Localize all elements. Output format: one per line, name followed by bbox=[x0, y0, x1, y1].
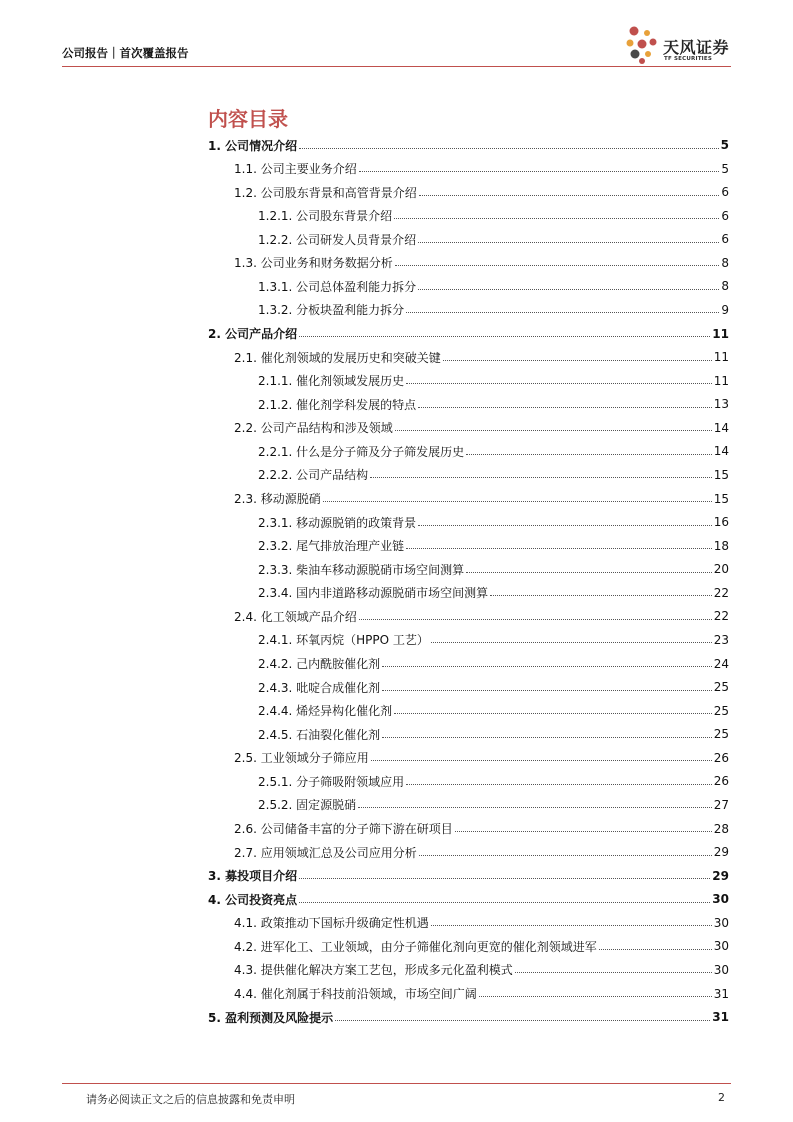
toc-entry-page: 5 bbox=[721, 161, 729, 176]
toc-entry[interactable] bbox=[258, 465, 729, 485]
toc-entry-label: 2.1. 催化剂领域的发展历史和突破关键 bbox=[234, 350, 441, 365]
header-divider bbox=[62, 66, 731, 67]
toc-entry[interactable] bbox=[258, 394, 729, 414]
toc-entry[interactable] bbox=[234, 984, 729, 1004]
toc-entry-page: 26 bbox=[713, 774, 729, 789]
toc-entry-label: 4.4. 催化剂属于科技前沿领域，市场空间广阔 bbox=[234, 987, 477, 1002]
toc-leader-dots bbox=[382, 737, 712, 738]
toc-entry-page: 26 bbox=[713, 750, 729, 765]
flower-logo-icon bbox=[622, 24, 662, 66]
toc-leader-dots bbox=[358, 807, 712, 808]
disclaimer-notice: 请务必阅读正文之后的信息披露和免责申明 bbox=[86, 1093, 295, 1106]
toc-entry-page: 15 bbox=[713, 467, 729, 482]
toc-entry[interactable] bbox=[258, 583, 729, 603]
toc-entry-page: 30 bbox=[713, 915, 729, 930]
toc-leader-dots bbox=[490, 595, 712, 596]
toc-entry[interactable] bbox=[258, 795, 729, 815]
toc-entry[interactable] bbox=[258, 724, 729, 744]
toc-entry-page: 6 bbox=[721, 232, 729, 247]
toc-entry[interactable] bbox=[234, 159, 729, 179]
toc-leader-dots bbox=[479, 996, 712, 997]
toc-entry-page: 25 bbox=[713, 703, 729, 718]
toc-entry-label: 2.4.5. 石油裂化催化剂 bbox=[258, 727, 381, 742]
toc-leader-dots bbox=[431, 925, 712, 926]
toc-entry-label: 2.4. 化工领域产品介绍 bbox=[234, 609, 357, 624]
toc-entry-label: 1.2.1. 公司股东背景介绍 bbox=[258, 209, 393, 224]
toc-entry-page: 14 bbox=[713, 420, 729, 435]
toc-leader-dots bbox=[418, 525, 712, 526]
toc-entry-page: 27 bbox=[713, 797, 729, 812]
toc-leader-dots bbox=[382, 666, 712, 667]
toc-entry[interactable] bbox=[234, 936, 729, 956]
toc-entry-page: 31 bbox=[712, 1010, 729, 1025]
toc-entry-label: 4.1. 政策推动下国标升级确定性机遇 bbox=[234, 916, 429, 931]
toc-entry[interactable] bbox=[258, 677, 729, 697]
toc-leader-dots bbox=[395, 265, 720, 266]
toc-entry-page: 22 bbox=[713, 585, 729, 600]
toc-entry-label: 1.3.2. 分板块盈利能力拆分 bbox=[258, 303, 405, 318]
toc-entry-label: 3. 募投项目介绍 bbox=[208, 869, 298, 884]
toc-leader-dots bbox=[419, 195, 720, 196]
toc-entry-page: 30 bbox=[713, 939, 729, 954]
toc-entry-label: 2.3.2. 尾气排放治理产业链 bbox=[258, 539, 405, 554]
toc-leader-dots bbox=[394, 218, 719, 219]
toc-entry[interactable] bbox=[234, 418, 729, 438]
toc-entry[interactable] bbox=[258, 441, 729, 461]
toc-entry-page: 11 bbox=[712, 326, 729, 341]
toc-entry[interactable] bbox=[234, 960, 729, 980]
toc-entry[interactable] bbox=[258, 771, 729, 791]
toc-entry[interactable] bbox=[258, 300, 729, 320]
toc-leader-dots bbox=[515, 972, 712, 973]
toc-entry-label: 4. 公司投资亮点 bbox=[208, 892, 298, 907]
toc-leader-dots bbox=[443, 360, 712, 361]
toc-leader-dots bbox=[406, 548, 712, 549]
toc-entry-page: 24 bbox=[713, 656, 729, 671]
toc-entry[interactable] bbox=[234, 842, 729, 862]
toc-entry-page: 29 bbox=[712, 868, 729, 883]
toc-entry[interactable] bbox=[258, 229, 729, 249]
toc-entry-label: 2.2. 公司产品结构和涉及领域 bbox=[234, 421, 393, 436]
page-number: 2 bbox=[718, 1091, 725, 1104]
toc-entry[interactable] bbox=[258, 654, 729, 674]
toc-leader-dots bbox=[359, 619, 712, 620]
toc-entry-label: 2.3.1. 移动源脱销的政策背景 bbox=[258, 515, 417, 530]
toc-leader-dots bbox=[599, 949, 712, 950]
toc-entry-label: 1.1. 公司主要业务介绍 bbox=[234, 162, 357, 177]
toc-entry[interactable] bbox=[234, 489, 729, 509]
toc-entry[interactable] bbox=[208, 1007, 729, 1027]
toc-entry[interactable] bbox=[234, 182, 729, 202]
toc-entry-page: 11 bbox=[713, 350, 729, 365]
toc-entry[interactable] bbox=[234, 606, 729, 626]
toc-entry-label: 2.5. 工业领域分子筛应用 bbox=[234, 751, 369, 766]
toc-leader-dots bbox=[371, 760, 712, 761]
toc-entry[interactable] bbox=[258, 630, 729, 650]
toc-entry-page: 6 bbox=[721, 208, 729, 223]
toc-leader-dots bbox=[406, 784, 712, 785]
toc-entry[interactable] bbox=[208, 135, 729, 155]
footer-divider bbox=[62, 1083, 731, 1084]
company-logo bbox=[622, 24, 734, 66]
toc-entry-label: 2.6. 公司储备丰富的分子筛下游在研项目 bbox=[234, 822, 453, 837]
toc-entry-label: 1.2. 公司股东背景和高管背景介绍 bbox=[234, 185, 417, 200]
toc-entry-label: 2.5.1. 分子筛吸附领域应用 bbox=[258, 774, 405, 789]
toc-entry-label: 2.4.2. 己内酰胺催化剂 bbox=[258, 657, 381, 672]
toc-entry-page: 20 bbox=[713, 562, 729, 577]
toc-entry-label: 2.3.4. 国内非道路移动源脱硝市场空间测算 bbox=[258, 586, 489, 601]
toc-entry-page: 25 bbox=[713, 727, 729, 742]
toc-entry-page: 29 bbox=[713, 845, 729, 860]
toc-leader-dots bbox=[335, 1020, 710, 1021]
toc-leader-dots bbox=[455, 831, 712, 832]
toc-leader-dots bbox=[299, 148, 719, 149]
toc-entry-label: 2.2.2. 公司产品结构 bbox=[258, 468, 369, 483]
toc-entry-label: 4.2. 进军化工、工业领域，由分子筛催化剂向更宽的催化剂领域进军 bbox=[234, 939, 597, 954]
toc-entry-page: 13 bbox=[713, 397, 729, 412]
toc-leader-dots bbox=[323, 501, 712, 502]
toc-title: 内容目录 bbox=[208, 107, 288, 131]
toc-leader-dots bbox=[418, 407, 712, 408]
report-type-header: 公司报告｜首次覆盖报告 bbox=[62, 46, 189, 60]
toc-entry[interactable] bbox=[258, 276, 729, 296]
toc-entry[interactable] bbox=[208, 889, 729, 909]
toc-entry[interactable] bbox=[234, 253, 729, 273]
toc-leader-dots bbox=[418, 289, 719, 290]
toc-entry-page: 30 bbox=[713, 962, 729, 977]
toc-entry-label: 2.1.1. 催化剂领域发展历史 bbox=[258, 374, 405, 389]
toc-leader-dots bbox=[299, 902, 710, 903]
toc-entry-page: 23 bbox=[713, 632, 729, 647]
logo-english-name: TF SECURITIES bbox=[664, 56, 713, 62]
toc-entry-label: 1.3.1. 公司总体盈利能力拆分 bbox=[258, 279, 417, 294]
toc-leader-dots bbox=[466, 454, 712, 455]
toc-entry-label: 2. 公司产品介绍 bbox=[208, 327, 298, 342]
toc-entry-label: 2.4.1. 环氧丙烷（HPPO 工艺） bbox=[258, 633, 429, 648]
logo-chinese-name: 天风证券 bbox=[663, 38, 730, 57]
toc-entry-label: 1.2.2. 公司研发人员背景介绍 bbox=[258, 232, 417, 247]
toc-entry[interactable] bbox=[258, 701, 729, 721]
toc-entry-page: 14 bbox=[713, 444, 729, 459]
toc-entry-page: 11 bbox=[713, 373, 729, 388]
toc-entry-label: 1. 公司情况介绍 bbox=[208, 138, 298, 153]
toc-entry[interactable] bbox=[234, 748, 729, 768]
toc-leader-dots bbox=[370, 477, 712, 478]
toc-entry[interactable] bbox=[258, 512, 729, 532]
toc-leader-dots bbox=[466, 572, 712, 573]
toc-entry-page: 6 bbox=[721, 185, 729, 200]
toc-entry-page: 9 bbox=[721, 302, 729, 317]
toc-entry-page: 22 bbox=[713, 609, 729, 624]
toc-entry-page: 31 bbox=[713, 986, 729, 1001]
toc-entry-label: 4.3. 提供催化解决方案工艺包，形成多元化盈利模式 bbox=[234, 963, 513, 978]
toc-leader-dots bbox=[406, 312, 719, 313]
toc-entry-label: 2.5.2. 固定源脱硝 bbox=[258, 798, 357, 813]
toc-entry-page: 30 bbox=[712, 892, 729, 907]
toc-entry-page: 28 bbox=[713, 821, 729, 836]
toc-entry-page: 18 bbox=[713, 538, 729, 553]
toc-entry-label: 2.4.3. 吡啶合成催化剂 bbox=[258, 680, 381, 695]
toc-leader-dots bbox=[418, 242, 719, 243]
toc-entry-label: 2.2.1. 什么是分子筛及分子筛发展历史 bbox=[258, 444, 465, 459]
toc-entry[interactable] bbox=[234, 347, 729, 367]
toc-leader-dots bbox=[431, 642, 712, 643]
toc-entry-page: 8 bbox=[721, 255, 729, 270]
toc-entry-page: 16 bbox=[713, 515, 729, 530]
toc-leader-dots bbox=[382, 690, 712, 691]
toc-leader-dots bbox=[406, 383, 712, 384]
toc-entry[interactable] bbox=[258, 371, 729, 391]
toc-entry[interactable] bbox=[208, 324, 729, 344]
toc-entry-label: 5. 盈利预测及风险提示 bbox=[208, 1010, 334, 1025]
toc-leader-dots bbox=[299, 878, 710, 879]
toc-entry-page: 8 bbox=[721, 279, 729, 294]
toc-leader-dots bbox=[395, 430, 712, 431]
toc-entry-label: 2.4.4. 烯烃异构化催化剂 bbox=[258, 704, 393, 719]
toc-leader-dots bbox=[419, 855, 712, 856]
toc-entry-page: 25 bbox=[713, 680, 729, 695]
toc-entry-label: 2.3. 移动源脱硝 bbox=[234, 492, 321, 507]
toc-leader-dots bbox=[299, 336, 710, 337]
toc-entry[interactable] bbox=[258, 206, 729, 226]
toc-entry[interactable] bbox=[234, 913, 729, 933]
toc-leader-dots bbox=[394, 713, 712, 714]
toc-entry[interactable] bbox=[208, 866, 729, 886]
toc-entry-page: 5 bbox=[720, 138, 729, 152]
toc-entry-label: 1.3. 公司业务和财务数据分析 bbox=[234, 256, 393, 271]
toc-entry-label: 2.7. 应用领域汇总及公司应用分析 bbox=[234, 845, 417, 860]
toc-entry[interactable] bbox=[234, 819, 729, 839]
toc-entry-page: 15 bbox=[713, 491, 729, 506]
toc-entry[interactable] bbox=[258, 559, 729, 579]
toc-entry-label: 2.3.3. 柴油车移动源脱硝市场空间测算 bbox=[258, 562, 465, 577]
toc-entry-label: 2.1.2. 催化剂学科发展的特点 bbox=[258, 397, 417, 412]
toc-leader-dots bbox=[359, 171, 720, 172]
toc-entry[interactable] bbox=[258, 536, 729, 556]
